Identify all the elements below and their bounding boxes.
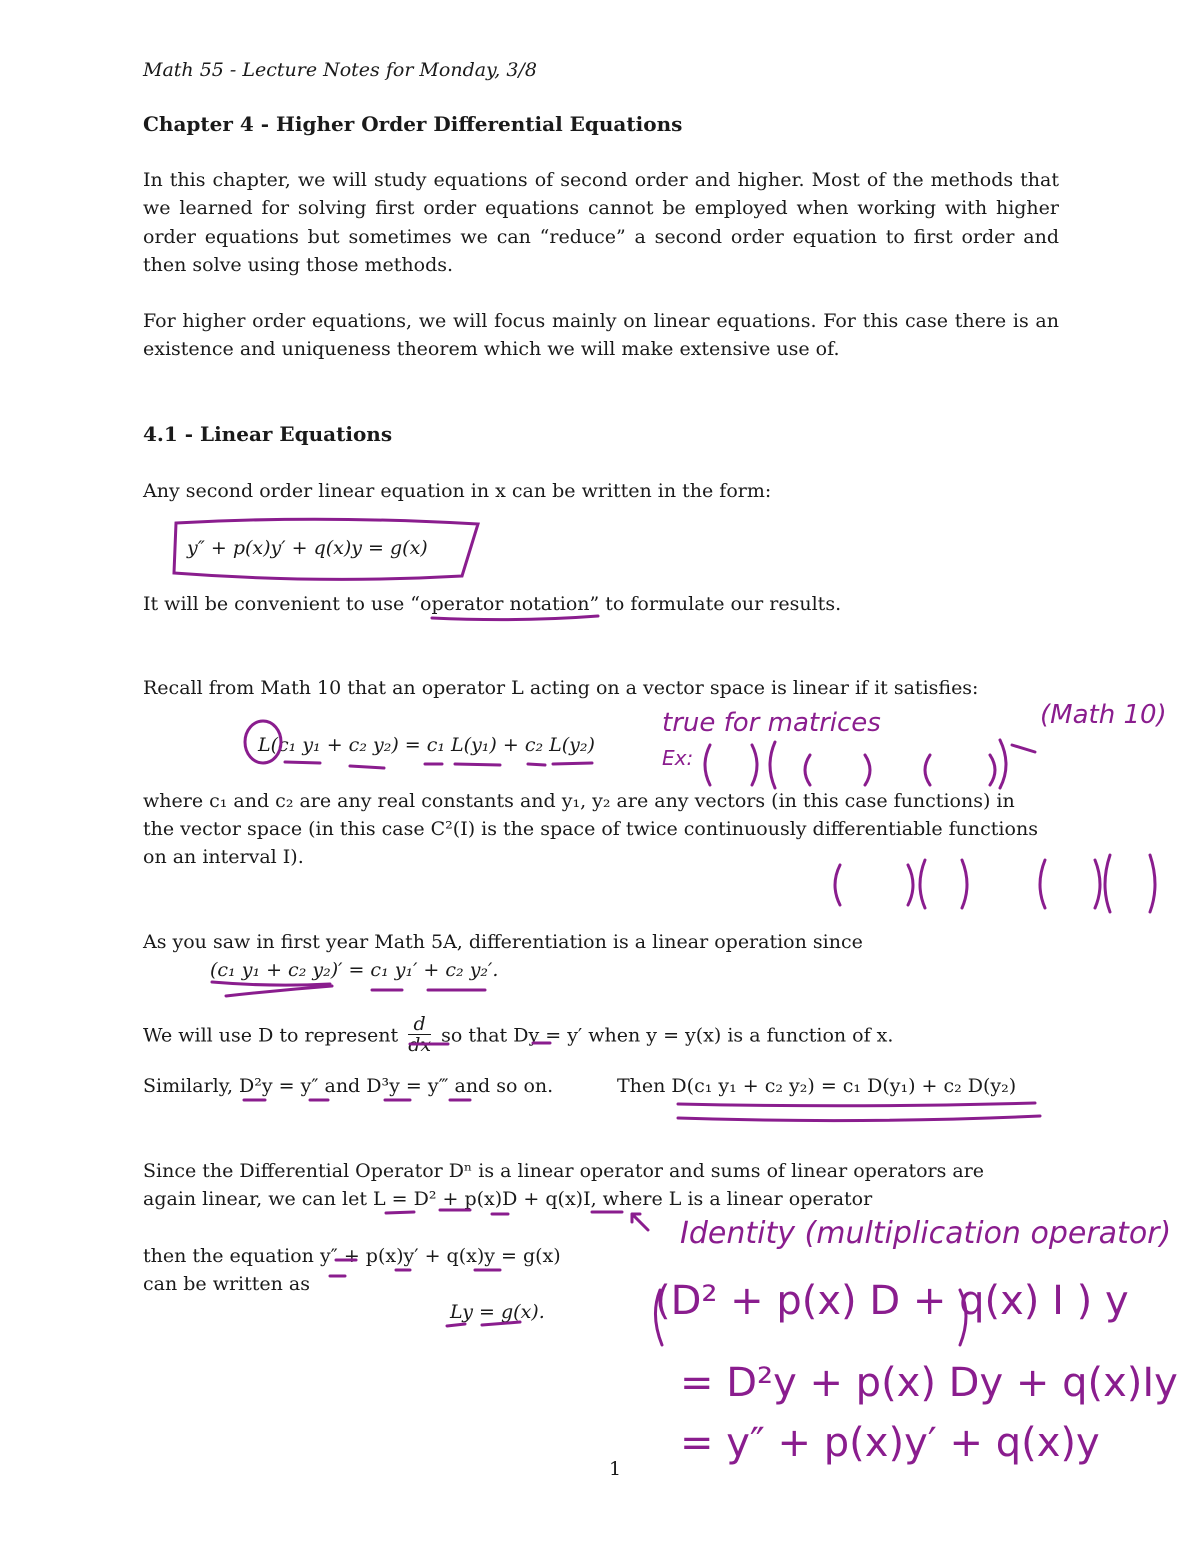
handwritten-expansion-3: = y″ + p(x)y′ + q(x)y bbox=[680, 1420, 1100, 1466]
underline-linearity bbox=[285, 762, 592, 768]
ly-equation: Ly = g(x). bbox=[450, 1301, 545, 1323]
linearity-equation: L(c₁ y₁ + c₂ y₂) = c₁ L(y₁) + c₂ L(y₂) bbox=[258, 734, 595, 756]
page-number: 1 bbox=[609, 1458, 622, 1480]
chapter-heading: Chapter 4 - Higher Order Differential Equations bbox=[143, 112, 683, 136]
intro-paragraph-2: For higher order equations, we will focus mainly on linear equations. For this case there is an existence and uniqueness theorem which we will make extensive use of. bbox=[143, 310, 1059, 361]
intro-paragraph-1: In this chapter, we will study equations of second order and higher. Most of the methods that we learned for solving first order equations cannot be employed when working with higher order equations but sometimes we can “reduce” a second order equation to first order and then solve using those methods. bbox=[143, 169, 1059, 276]
form-lead-text: Any second order linear equation in x can be written in the form: bbox=[143, 480, 772, 502]
since-line-1: Since the Differential Operator Dⁿ is a linear operator and sums of linear operators are bbox=[143, 1160, 985, 1182]
d-dx-fraction bbox=[408, 1014, 431, 1055]
underline-differentiation bbox=[212, 982, 485, 996]
similarly-line: Similarly, D²y = y″ and D³y = y‴ and so on. bbox=[143, 1075, 554, 1097]
handwritten-math10-note: (Math 10) bbox=[1040, 700, 1167, 730]
handwritten-identity-note: Identity (multiplication operator) bbox=[680, 1216, 1172, 1251]
use-d-suffix: so that Dy = y′ when y = y(x) is a function of x. bbox=[441, 1024, 894, 1047]
differentiation-equation: (c₁ y₁ + c₂ y₂)′ = c₁ y₁′ + c₂ y₂′. bbox=[210, 959, 499, 981]
arrow-to-i bbox=[632, 1214, 648, 1230]
since-line-2: again linear, we can let L = D² + p(x)D + q(x)I, where L is a linear operator bbox=[143, 1188, 873, 1210]
differentiation-line: As you saw in first year Math 5A, differentiation is a linear operation since bbox=[143, 931, 863, 953]
handwritten-true-note: true for matrices bbox=[662, 708, 881, 738]
where-line-2: the vector space (in this case C²(I) is the space of twice continuously differentiable functions bbox=[143, 818, 1038, 840]
boxed-equation: y″ + p(x)y′ + q(x)y = g(x) bbox=[187, 537, 428, 559]
handwritten-ex-label: Ex: bbox=[662, 746, 694, 770]
where-line-1: where c₁ and c₂ are any real constants and y₁, y₂ are any vectors (in this case functions) in bbox=[143, 790, 1015, 812]
then-line: Then D(c₁ y₁ + c₂ y₂) = c₁ D(y₁) + c₂ D(y₂) bbox=[617, 1075, 1017, 1097]
fraction-numerator: d bbox=[408, 1014, 431, 1035]
fraction-denominator: dx bbox=[408, 1034, 432, 1056]
operator-notation-line: It will be convenient to use “operator notation” to formulate our results. bbox=[143, 593, 842, 615]
then-equation-line: then the equation y″ + p(x)y′ + q(x)y = g(x) bbox=[143, 1245, 561, 1267]
use-d-prefix: We will use D to represent bbox=[143, 1024, 399, 1047]
section-heading: 4.1 - Linear Equations bbox=[143, 422, 393, 446]
handwritten-expansion-2: = D²y + p(x) Dy + q(x)Iy bbox=[680, 1360, 1178, 1406]
recall-line: Recall from Math 10 that an operator L acting on a vector space is linear if it satisfies: bbox=[143, 677, 979, 699]
where-line-3: on an interval I). bbox=[143, 846, 304, 868]
underline-then-double bbox=[678, 1103, 1040, 1121]
page-header: Math 55 - Lecture Notes for Monday, 3/8 bbox=[143, 59, 537, 81]
use-d-line bbox=[143, 1013, 894, 1057]
handwritten-expansion-1: (D² + p(x) D + q(x) I ) y bbox=[655, 1278, 1129, 1324]
can-be-written-line: can be written as bbox=[143, 1273, 310, 1295]
matrix-bracket-ink bbox=[705, 740, 1035, 788]
matrix-expression-ink bbox=[835, 855, 1155, 912]
